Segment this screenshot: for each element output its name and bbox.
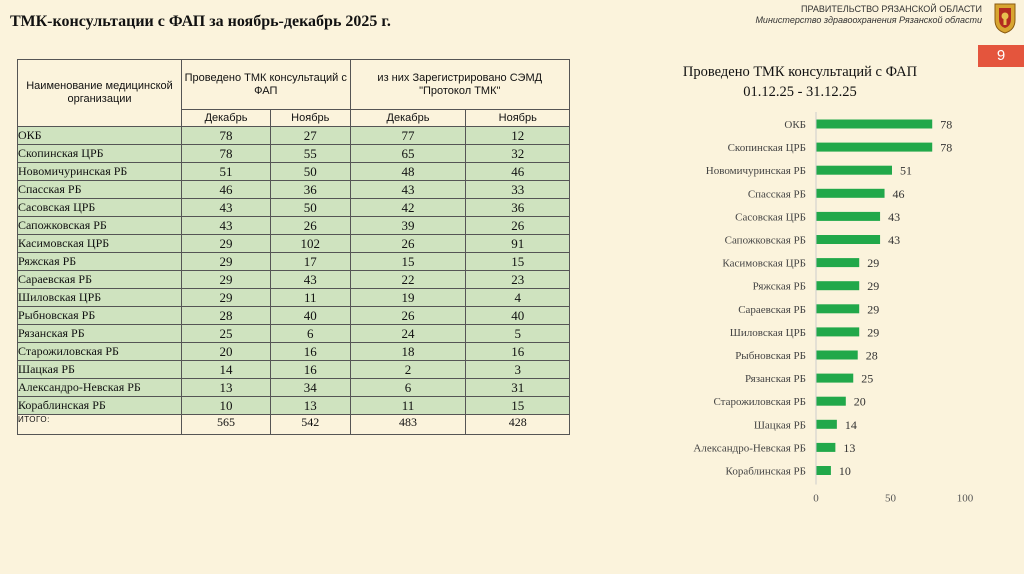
column-header-november: Ноябрь — [271, 110, 350, 127]
y-tick-label: Сараевская РБ — [738, 303, 806, 316]
chart-title: Проведено ТМК консультаций с ФАП — [682, 64, 918, 80]
registered-november-cell: 4 — [466, 289, 570, 307]
registered-november-cell: 12 — [466, 127, 570, 145]
registered-november-cell: 32 — [466, 145, 570, 163]
organization-name-cell: Сараевская РБ — [18, 271, 182, 289]
conducted-november-cell: 34 — [271, 379, 350, 397]
page-title: ТМК-консультации с ФАП за ноябрь-декабрь 2025 г. — [10, 13, 391, 30]
organization-name-cell: Шиловская ЦРБ — [18, 289, 182, 307]
y-tick-label: Шиловская ЦРБ — [729, 326, 806, 339]
conducted-december-cell: 29 — [182, 289, 271, 307]
x-tick-label: 50 — [885, 492, 896, 505]
registered-november-cell: 40 — [466, 307, 570, 325]
registered-november-cell: 15 — [466, 397, 570, 415]
data-label: 51 — [899, 163, 912, 178]
data-label: 13 — [843, 440, 856, 455]
bar — [816, 351, 858, 360]
bar — [816, 235, 880, 244]
organization-name-cell: Сасовская ЦРБ — [18, 199, 182, 217]
data-label: 43 — [888, 209, 901, 224]
conducted-december-cell: 25 — [182, 325, 271, 343]
conducted-november-cell: 6 — [271, 325, 350, 343]
conducted-november-cell: 50 — [271, 163, 350, 181]
conducted-december-cell: 29 — [182, 235, 271, 253]
conducted-december-cell: 43 — [182, 199, 271, 217]
registered-december-cell: 39 — [350, 217, 466, 235]
y-tick-label: Рыбновская РБ — [735, 350, 806, 362]
bar — [816, 166, 892, 175]
chart-subtitle: 01.12.25 - 31.12.25 — [743, 84, 857, 100]
data-label: 78 — [940, 117, 953, 132]
column-header-november: Ноябрь — [466, 110, 570, 127]
data-label: 20 — [853, 394, 866, 409]
bar — [816, 420, 837, 429]
registered-december-cell: 24 — [350, 325, 466, 343]
conducted-november-cell: 50 — [271, 199, 350, 217]
total-registered-november: 428 — [466, 415, 570, 435]
organization-name-cell: Рыбновская РБ — [18, 307, 182, 325]
total-registered-december: 483 — [350, 415, 466, 435]
registered-december-cell: 6 — [350, 379, 466, 397]
conducted-november-cell: 43 — [271, 271, 350, 289]
data-label: 29 — [867, 302, 880, 317]
x-tick-label: 100 — [956, 492, 974, 505]
bar — [816, 281, 859, 290]
bar — [816, 466, 831, 475]
registered-november-cell: 26 — [466, 217, 570, 235]
bar — [816, 143, 932, 152]
conducted-december-cell: 20 — [182, 343, 271, 361]
organization-name-cell: Касимовская ЦРБ — [18, 235, 182, 253]
x-tick-label: 0 — [813, 492, 819, 505]
conducted-december-cell: 10 — [182, 397, 271, 415]
conducted-november-cell: 16 — [271, 361, 350, 379]
y-tick-label: Александро-Невская РБ — [693, 442, 806, 455]
org-name: ПРАВИТЕЛЬСТВО РЯЗАНСКОЙ ОБЛАСТИ — [800, 4, 982, 14]
total-label: ИТОГО: — [18, 415, 182, 435]
data-label: 10 — [838, 464, 851, 478]
organization-name-cell: Кораблинская РБ — [18, 397, 182, 415]
y-tick-label: Старожиловская РБ — [713, 396, 806, 409]
bar — [816, 374, 853, 383]
registered-november-cell: 33 — [466, 181, 570, 199]
organization-name-cell: ОКБ — [18, 127, 182, 145]
data-label: 43 — [888, 233, 901, 247]
bar — [816, 258, 859, 267]
registered-november-cell: 46 — [466, 163, 570, 181]
bar — [816, 327, 859, 336]
conducted-november-cell: 11 — [271, 289, 350, 307]
registered-december-cell: 2 — [350, 361, 466, 379]
organization-name-cell: Сапожковская РБ — [18, 217, 182, 235]
conducted-december-cell: 78 — [182, 145, 271, 163]
organization-name-cell: Ряжская РБ — [18, 253, 182, 271]
y-tick-label: Ряжская РБ — [752, 280, 806, 293]
org-subtitle: Министерство здравоохранения Рязанской области — [755, 15, 982, 25]
conducted-december-cell: 51 — [182, 163, 271, 181]
conducted-november-cell: 16 — [271, 343, 350, 361]
registered-december-cell: 15 — [350, 253, 466, 271]
registered-november-cell: 31 — [466, 379, 570, 397]
y-tick-label: ОКБ — [784, 119, 806, 131]
registered-november-cell: 15 — [466, 253, 570, 271]
total-conducted-december: 565 — [182, 415, 271, 435]
conducted-december-cell: 46 — [182, 181, 271, 199]
registered-december-cell: 77 — [350, 127, 466, 145]
conducted-november-cell: 17 — [271, 253, 350, 271]
registered-december-cell: 65 — [350, 145, 466, 163]
y-tick-label: Касимовская ЦРБ — [722, 257, 806, 270]
registered-november-cell: 5 — [466, 325, 570, 343]
organization-name-cell: Спасская РБ — [18, 181, 182, 199]
registered-november-cell: 3 — [466, 361, 570, 379]
column-header-conducted: Проведено ТМК консультаций с ФАП — [182, 60, 351, 110]
data-label: 29 — [867, 279, 880, 294]
column-header-registered: из них Зарегистрировано СЭМД "Протокол ТМК" — [350, 60, 570, 110]
organization-name-cell: Рязанская РБ — [18, 325, 182, 343]
y-tick-label: Сапожковская РБ — [724, 234, 806, 247]
registered-december-cell: 11 — [350, 397, 466, 415]
bar — [816, 212, 880, 221]
y-tick-label: Новомичуринская РБ — [705, 165, 806, 178]
organization-name-cell: Скопинская ЦРБ — [18, 145, 182, 163]
registered-december-cell: 19 — [350, 289, 466, 307]
conducted-december-cell: 78 — [182, 127, 271, 145]
organization-name-cell: Александро-Невская РБ — [18, 379, 182, 397]
conducted-november-cell: 36 — [271, 181, 350, 199]
conducted-december-cell: 43 — [182, 217, 271, 235]
data-label: 78 — [940, 140, 953, 155]
conducted-december-cell: 29 — [182, 253, 271, 271]
y-tick-label: Кораблинская РБ — [725, 465, 806, 478]
registered-december-cell: 43 — [350, 181, 466, 199]
y-tick-label: Сасовская ЦРБ — [735, 211, 806, 224]
data-label: 25 — [861, 371, 874, 386]
y-tick-label: Рязанская РБ — [744, 373, 806, 386]
organization-name-cell: Старожиловская РБ — [18, 343, 182, 361]
registered-december-cell: 18 — [350, 343, 466, 361]
registered-december-cell: 48 — [350, 163, 466, 181]
data-label: 28 — [865, 348, 878, 363]
conducted-november-cell: 13 — [271, 397, 350, 415]
column-header-december: Декабрь — [350, 110, 466, 127]
conducted-november-cell: 102 — [271, 235, 350, 253]
bar — [816, 304, 859, 313]
registered-november-cell: 91 — [466, 235, 570, 253]
conducted-november-cell: 55 — [271, 145, 350, 163]
column-header-december: Декабрь — [182, 110, 271, 127]
bar — [816, 397, 846, 406]
registered-november-cell: 16 — [466, 343, 570, 361]
bar — [816, 189, 885, 198]
registered-november-cell: 36 — [466, 199, 570, 217]
conducted-november-cell: 40 — [271, 307, 350, 325]
registered-december-cell: 42 — [350, 199, 466, 217]
organization-name-cell: Шацкая РБ — [18, 361, 182, 379]
y-tick-label: Спасская РБ — [747, 188, 806, 201]
conducted-november-cell: 26 — [271, 217, 350, 235]
data-label: 46 — [892, 186, 905, 201]
page-number-badge: 9 — [978, 45, 1024, 67]
registered-december-cell: 22 — [350, 271, 466, 289]
data-label: 29 — [867, 256, 880, 271]
total-conducted-november: 542 — [271, 415, 350, 435]
bar — [816, 443, 835, 452]
conducted-december-cell: 13 — [182, 379, 271, 397]
bar — [816, 120, 932, 129]
y-tick-label: Шацкая РБ — [753, 419, 806, 432]
organization-name-cell: Новомичуринская РБ — [18, 163, 182, 181]
data-label: 29 — [867, 325, 880, 340]
y-tick-label: Скопинская ЦРБ — [727, 142, 806, 155]
column-header-name: Наименование медицинской организации — [18, 60, 182, 127]
conducted-december-cell: 29 — [182, 271, 271, 289]
registered-december-cell: 26 — [350, 307, 466, 325]
conducted-december-cell: 14 — [182, 361, 271, 379]
registered-november-cell: 23 — [466, 271, 570, 289]
conducted-november-cell: 27 — [271, 127, 350, 145]
conducted-december-cell: 28 — [182, 307, 271, 325]
data-label: 14 — [844, 417, 857, 432]
registered-december-cell: 26 — [350, 235, 466, 253]
